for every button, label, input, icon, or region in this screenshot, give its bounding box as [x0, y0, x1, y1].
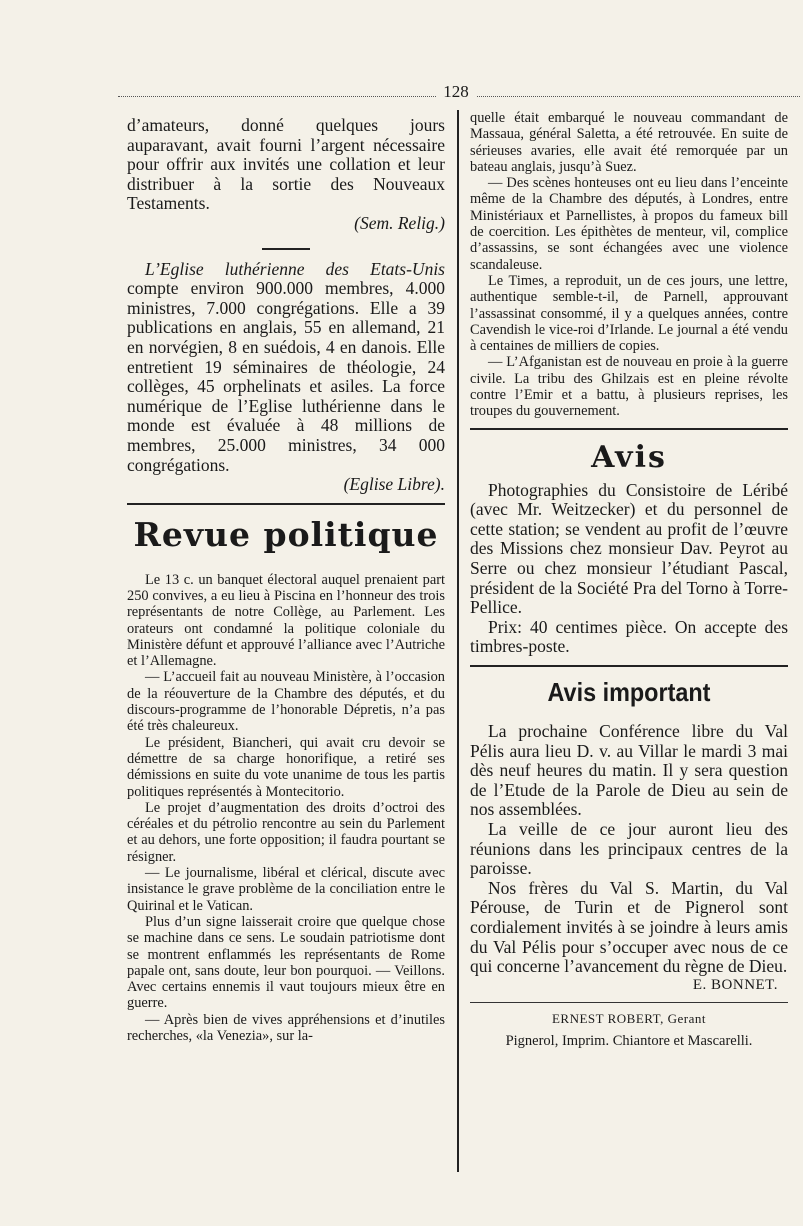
notice-text: Photographies du Consistoire de Léribé (avec Mr. Weitzecker) et du personnel de cette station; se vendent au profit de l’œuvre des Missions chez monsieur Dav. Peyrot au Serre ou chez monsieur l’étudiant Pascal, président de la Société Pra del Torno à Torre-Pellice.: [470, 479, 788, 618]
news-paragraph: Le 13 c. un banquet électoral auquel prenaient part 250 convives, a eu lieu à Piscina en l’honneur des trois représentants de notre Collège, au Parlement. Les orateurs ont condamné la politique coloniale du Ministère défunt et approuvé l’alliance avec l’Autriche et l’Allemagne.: [127, 571, 445, 670]
article-body: compte environ 900.000 membres, 4.000 ministres, 7.000 congrégations. Elle a 39 publications en anglais, 55 en allemand, 21 en norvégien, 8 en suédois, 4 en danois. Elle entretient 19 séminaires de théologie, 24 collèges, 45 orphelinats et asiles. La force numérique de l’Eglise luthérienne dans le monde est évaluée à 48 millions de membres, 25.000 ministres, 34 000 congrégations.: [127, 278, 445, 475]
important-notice-heading: Avis important: [547, 676, 711, 707]
news-paragraph: Le projet d’augmentation des droits d’octroi des céréales et du pétrolio rencontre au sein du Parlement et au dehors, une forte opposition; il faudra pourtant se résigner.: [127, 799, 445, 865]
section-heading: Revue politique: [133, 514, 439, 554]
article-paragraph: d’amateurs, donné quelques jours auparavant, avait fourni l’argent nécessaire pour offrir aux invités une collation et leur distribuer à la sortie des Nouveaux Testaments.: [127, 115, 445, 214]
news-paragraph: — L’Afganistan est de nouveau en proie à la guerre civile. La tribu des Ghilzais est en pleine révolte contre l’Emir et a battu, à plusieurs reprises, les troupes du gouvernement.: [470, 354, 788, 420]
page-number: 128: [436, 82, 476, 102]
notice-heading: Avis: [591, 439, 667, 475]
notice-text: La veille de ce jour auront lieu des réunions dans les principaux centres de la paroisse.: [470, 818, 788, 879]
news-paragraph: — Des scènes honteuses ont eu lieu dans l’enceinte même de la Chambre des députés, à Londres, entre Ministériaux et Parnellistes, à propos du fameux bill de coercition. Les épithètes de menteur, vil, complice d’assassins, se sont échangées avec une violence scandaleuse.: [470, 175, 788, 273]
article-paragraph: [127, 260, 445, 476]
signature: E. BONNET.: [692, 976, 778, 993]
printer-credit: Pignerol, Imprim. Chiantore et Mascarelli.: [505, 1032, 753, 1049]
notice-price: Prix: 40 centimes pièce. On accepte des timbres-poste.: [470, 616, 788, 657]
notice-text: Nos frères du Val S. Martin, du Val Pérouse, de Turin et de Pignerol sont cordialement invités à se joindre à leurs amis du Val Pélis pour s’occuper avec nous de ce qui concerne l’avancement du règne de Dieu.: [470, 877, 788, 977]
news-paragraph: Le président, Biancheri, qui avait cru devoir se démettre de sa charge honorifique, a retiré ses démissions en suite du vote unanime de tous les partis politiques représentés à Montecitorio.: [127, 734, 445, 800]
section-rule: [470, 665, 788, 667]
news-paragraph: — Le journalisme, libéral et clérical, discute avec insistance le grave problème de la conciliation entre le Quirinal et le Vatican.: [127, 865, 445, 914]
news-paragraph: Plus d’un signe laisserait croire que quelque chose se machine dans ce sens. Le soudain patriotisme dont se montrent enflammés les représentants de Rome papale ont, sans doute, leur bon pourquoi. — Veillons. Avec certains ennemis il vaut toujours mieux être en guerre.: [127, 913, 445, 1012]
source-credit: (Eglise Libre).: [343, 474, 445, 495]
right-column: [470, 110, 788, 1050]
source-credit: (Sem. Relig.): [354, 212, 445, 233]
news-paragraph: Le Times, a reproduit, un de ces jours, une lettre, authentique semble-t-il, de Parnell, approuvant l’assassinat consommé, il y a quelques années, contre Cavendish le vice-roi d’Irlande. Le journal a été vendu à centaines de milliers de copies.: [470, 272, 788, 355]
notice-text: La prochaine Conférence libre du Val Pélis aura lieu D. v. au Villar le mardi 3 mai dès neuf heures du matin. Il y sera question de l’Etude de la Parole de Dieu au sein de nos assemblées.: [470, 720, 788, 820]
news-paragraph: — Après bien de vives appréhensions et d’inutiles recherches, «la Venezia», sur la-: [127, 1011, 445, 1044]
left-column: [127, 116, 445, 1044]
article-lead: L’Eglise luthérienne des Etats-Unis: [145, 258, 445, 279]
news-paragraph: quelle était embarqué le nouveau commandant de Massaua, général Saletta, a été retrouvée. En suite de sérieuses avaries, elle avait été remorquée par un bateau anglais, jusqu’à Suez.: [470, 110, 788, 175]
column-divider: [457, 110, 459, 1172]
news-paragraph: — L’accueil fait au nouveau Ministère, à l’occasion de la réouverture de la Chambre des députés, et du discours-programme de l’honorable Dépretis, n’a pas été très chaleureux.: [127, 669, 445, 735]
section-rule: [470, 428, 788, 430]
separator-rule: [262, 248, 310, 250]
manager-credit: ERNEST ROBERT, Gerant: [551, 1010, 707, 1026]
section-rule: [127, 503, 445, 505]
footer-rule: [470, 1002, 788, 1003]
